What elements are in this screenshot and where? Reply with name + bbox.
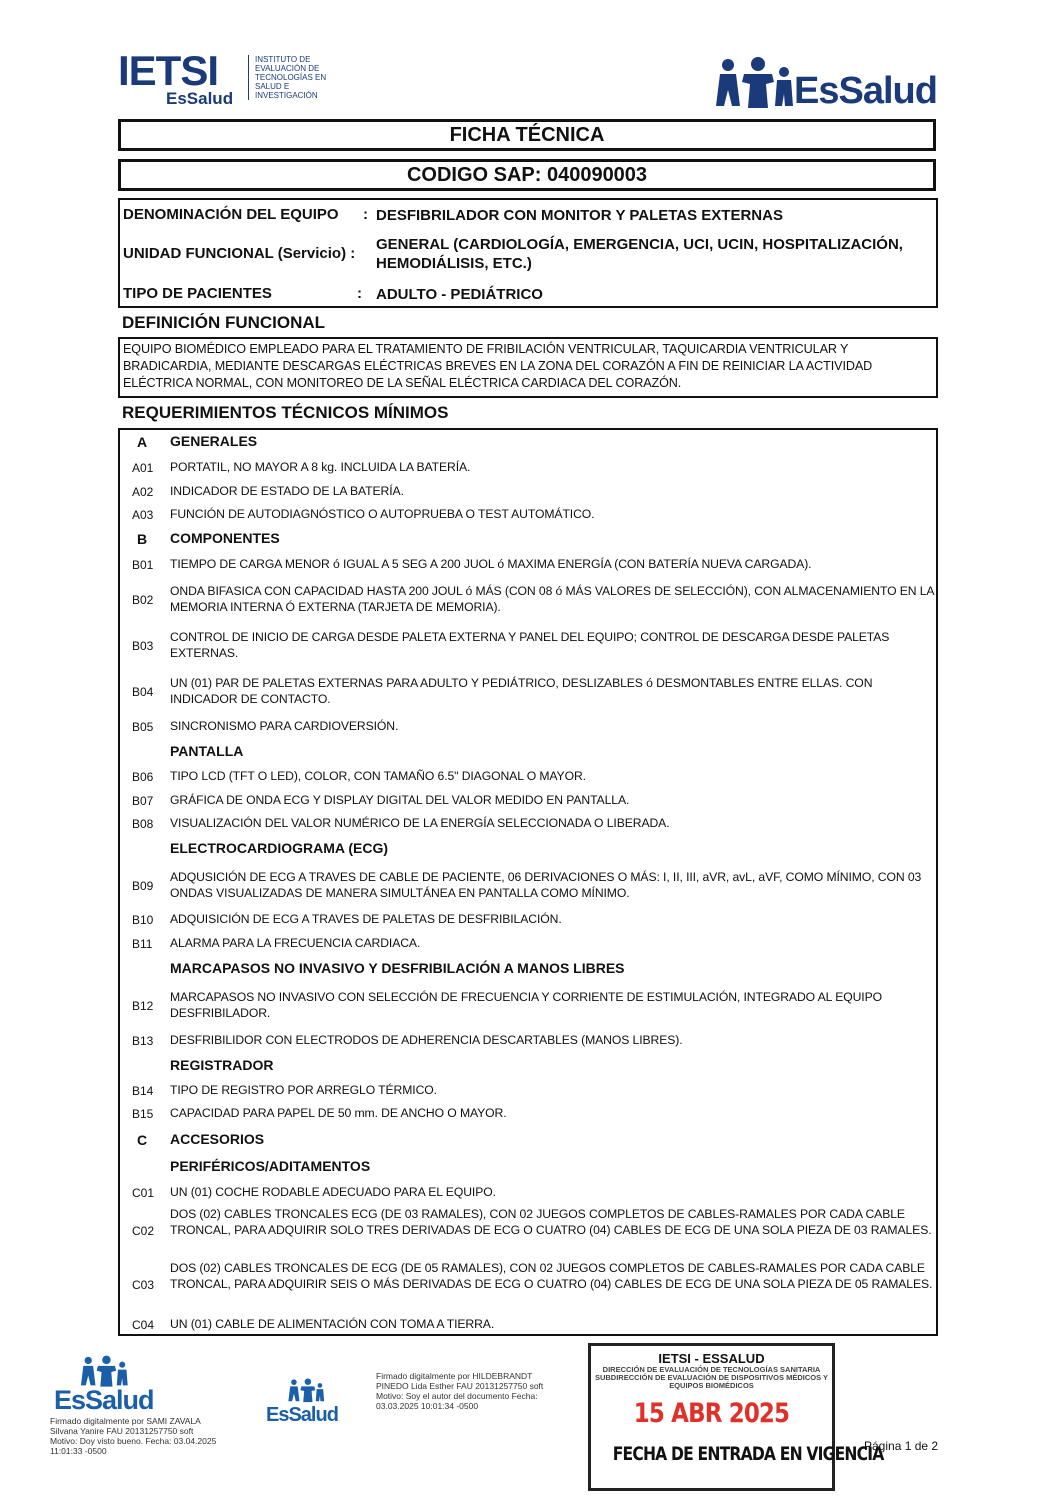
req-text: ONDA BIFASICA CON CAPACIDAD HASTA 200 JOUL ó MÁS (CON 08 ó MÁS VALORES DE SELECCIÓN), CON ALMACENAMIENTO EN LA MEMORIA INTERNA Ó EXTERNA (TARJETA DE MEMORIA). (170, 584, 934, 614)
digital-signature-1: Firmado digitalmente por SAMI ZAVALA Silvana Yanire FAU 20131257750 soft Motivo: Doy visto bueno. Fecha: 03.04.2025 11:01:33 -0500 (50, 1416, 217, 1456)
sub-label-ecg: ELECTROCARDIOGRAMA (ECG) (170, 840, 389, 856)
req-text: DOS (02) CABLES TRONCALES DE ECG (DE 05 RAMALES), CON 02 JUEGOS COMPLETOS DE CABLES-RAMALES POR CADA CABLE TRONCAL, PARA ADQUIRIR SEIS O MÁS DERIVADAS DE ECG O CUATRO (04) CABLES DE ECG DE UNA SOLA PIEZA DE 05 RAMALES. (170, 1261, 933, 1291)
req-code: A03 (132, 508, 154, 522)
stamp-subtitle-1: DIRECCIÓN DE EVALUACIÓN DE TECNOLOGÍAS SANITARIA (602, 1365, 821, 1374)
req-text: UN (01) CABLE DE ALIMENTACIÓN CON TOMA A TIERRA. (170, 1317, 495, 1331)
req-text: DOS (02) CABLES TRONCALES ECG (DE 03 RAMALES), CON 02 JUEGOS COMPLETOS DE CABLES-RAMALES POR CADA CABLE TRONCAL, PARA ADQUIRIR SOLO TRES DERIVADAS DE ECG O CUATRO (04) CABLES DE ECG DE UNA SOLA PIEZA DE 03 RAMALES. (170, 1207, 932, 1237)
stamp-title: IETSI - ESSALUD (658, 1351, 765, 1366)
req-code: B14 (132, 1084, 154, 1098)
req-text: ALARMA PARA LA FRECUENCIA CARDIACA. (170, 936, 421, 950)
info-row-unidad (123, 235, 937, 277)
req-text: GRÁFICA DE ONDA ECG Y DISPLAY DIGITAL DEL VALOR MEDIDO EN PANTALLA. (170, 793, 630, 807)
group-letter-a: A (137, 434, 148, 450)
sub-label-marcapasos: MARCAPASOS NO INVASIVO Y DESFRIBILACIÓN A MANOS LIBRES (170, 960, 625, 976)
req-text: UN (01) COCHE RODABLE ADECUADO PARA EL EQUIPO. (170, 1185, 496, 1199)
stamp-subtitle-2: SUBDIRECCIÓN DE EVALUACIÓN DE DISPOSITIVOS MÉDICOS Y EQUIPOS BIOMÉDICOS (594, 1373, 829, 1390)
req-text: DESFRIBILIDOR CON ELECTRODOS DE ADHERENCIA DESCARTABLES (MANOS LIBRES). (170, 1033, 683, 1047)
family-icon (284, 1378, 328, 1404)
req-code: B04 (132, 685, 154, 699)
req-code: B12 (132, 999, 154, 1013)
req-text: INDICADOR DE ESTADO DE LA BATERÍA. (170, 484, 404, 498)
info-row-denominacion (123, 206, 937, 226)
req-code: A02 (132, 485, 154, 499)
footer-logo-word-2: EsSalud (266, 1404, 338, 1426)
definicion-text: EQUIPO BIOMÉDICO EMPLEADO PARA EL TRATAMIENTO DE FRIBILACIÓN VENTRICULAR, TAQUICARDIA VENTRICULAR Y BRADICARDIA, MEDIANTE DESCARGAS ELÉCTRICAS BREVES EN LA ZONA DEL CORAZÓN A FIN DE REINICIAR LA ACTIVIDAD ELÉCTRICA NORMAL, CON MONITOREO DE LA SEÑAL ELÉCTRICA CARDIACA DEL CORAZÓN. (118, 337, 938, 398)
stamp-date: 15 ABR 2025 (633, 1398, 790, 1429)
denominacion-colon: : (363, 206, 368, 223)
unidad-value: GENERAL (CARDIOLOGÍA, EMERGENCIA, UCI, UCIN, HOSPITALIZACIÓN, HEMODIÁLISIS, ETC.) (376, 236, 903, 272)
equipment-info-box (118, 198, 938, 308)
tipo-label: TIPO DE PACIENTES (123, 285, 272, 302)
req-text: TIPO DE REGISTRO POR ARREGLO TÉRMICO. (170, 1083, 437, 1097)
page-title: FICHA TÉCNICA (118, 119, 936, 151)
requerimientos-heading: REQUERIMIENTOS TÉCNICOS MÍNIMOS (122, 403, 449, 422)
ietsi-logo-word: IETSI (118, 47, 219, 94)
req-text: UN (01) PAR DE PALETAS EXTERNAS PARA ADULTO Y PEDIÁTRICO, DESLIZABLES ó DESMONTABLES ENTRE ELLAS. CON INDICADOR DE CONTACTO. (170, 676, 873, 706)
footer-essalud-logo-1 (50, 1355, 160, 1425)
req-code: B05 (132, 720, 154, 734)
req-text: PORTATIL, NO MAYOR A 8 kg. INCLUIDA LA BATERÍA. (170, 460, 471, 474)
req-text: ADQUSICIÓN DE ECG A TRAVES DE CABLE DE PACIENTE, 06 DERIVACIONES O MÁS: I, II, III, aVR, avL, aVF, COMO MÍNIMO, CON 03 ONDAS VISUALIZADAS DE MANERA SIMULTÁNEA EN PANTALLA COMO MÍNIMO. (170, 870, 922, 900)
req-code: B02 (132, 593, 154, 607)
family-icon (74, 1355, 134, 1389)
req-code: B06 (132, 770, 154, 784)
req-text: TIEMPO DE CARGA MENOR ó IGUAL A 5 SEG A 200 JUOL ó MAXIMA ENERGÍA (CON BATERÍA NUEVA CARGADA). (170, 557, 812, 571)
req-code: B09 (132, 879, 154, 893)
unidad-label: UNIDAD FUNCIONAL (Servicio) : (123, 245, 356, 262)
req-code: B03 (132, 639, 154, 653)
family-icon (714, 56, 794, 112)
ietsi-institute-name: INSTITUTO DE EVALUACIÓN DE TECNOLOGÍAS EN SALUD E INVESTIGACIÓN (248, 55, 345, 100)
group-label-componentes: COMPONENTES (170, 530, 280, 546)
footer-essalud-logo-2 (266, 1378, 356, 1428)
req-text: ADQUISICIÓN DE ECG A TRAVES DE PALETAS DE DESFRIBILACIÓN. (170, 912, 562, 926)
info-row-tipo (123, 285, 937, 305)
sub-label-perifericos: PERIFÉRICOS/ADITAMENTOS (170, 1158, 371, 1174)
req-text: CAPACIDAD PARA PAPEL DE 50 mm. DE ANCHO O MAYOR. (170, 1106, 507, 1120)
group-label-accesorios: ACCESORIOS (170, 1131, 265, 1147)
req-code: B10 (132, 913, 154, 927)
req-text: TIPO LCD (TFT O LED), COLOR, CON TAMAÑO 6.5" DIAGONAL O MAYOR. (170, 769, 586, 783)
essalud-logo (714, 56, 938, 112)
req-code: C04 (132, 1318, 155, 1332)
page-number: Página 1 de 2 (864, 1439, 939, 1453)
ietsi-logo (118, 47, 358, 112)
req-code: A01 (132, 461, 154, 475)
req-code: B13 (132, 1034, 154, 1048)
digital-signature-2: Firmado digitalmente por HILDEBRANDT PINEDO Lida Esther FAU 20131257750 soft Motivo: Soy el autor del documento Fecha: 03.03.2025 10:01:34 -0500 (376, 1371, 544, 1411)
ietsi-logo-sub: EsSalud (166, 89, 234, 108)
req-text: VISUALIZACIÓN DEL VALOR NUMÉRICO DE LA ENERGÍA SELECCIONADA O LIBERADA. (170, 816, 670, 830)
req-code: B11 (132, 937, 153, 951)
group-label-generales: GENERALES (170, 433, 258, 449)
tipo-colon: : (357, 285, 362, 302)
sub-label-pantalla: PANTALLA (170, 743, 244, 759)
req-text: CONTROL DE INICIO DE CARGA DESDE PALETA EXTERNA Y PANEL DEL EQUIPO; CONTROL DE DESCARGA DESDE PALETAS EXTERNAS. (170, 630, 890, 660)
req-code: C01 (132, 1186, 155, 1200)
denominacion-value: DESFIBRILADOR CON MONITOR Y PALETAS EXTERNAS (376, 207, 783, 224)
req-text: SINCRONISMO PARA CARDIOVERSIÓN. (170, 719, 399, 733)
tipo-value: ADULTO - PEDIÁTRICO (376, 286, 543, 303)
req-code: C02 (132, 1224, 155, 1238)
req-code: C03 (132, 1278, 155, 1292)
sap-code: CODIGO SAP: 040090003 (118, 159, 936, 191)
stamp-footer-text: FECHA DE ENTRADA EN VIGENCIA (612, 1443, 884, 1465)
req-code: B07 (132, 794, 154, 808)
sub-label-registrador: REGISTRADOR (170, 1057, 274, 1073)
req-code: B08 (132, 817, 154, 831)
req-code: B15 (132, 1107, 154, 1121)
group-letter-b: B (137, 531, 148, 547)
definicion-heading: DEFINICIÓN FUNCIONAL (122, 313, 326, 332)
group-letter-c: C (137, 1132, 148, 1148)
footer-logo-word-1: EsSalud (54, 1385, 154, 1415)
essalud-logo-word: EsSalud (794, 70, 937, 112)
req-code: B01 (132, 558, 154, 572)
req-text: FUNCIÓN DE AUTODIAGNÓSTICO O AUTOPRUEBA O TEST AUTOMÁTICO. (170, 507, 595, 521)
validity-stamp (588, 1343, 884, 1491)
req-text: MARCAPASOS NO INVASIVO CON SELECCIÓN DE FRECUENCIA Y CORRIENTE DE ESTIMULACIÓN, INTEGRADO AL EQUIPO DESFRIBILADOR. (170, 990, 883, 1020)
denominacion-label: DENOMINACIÓN DEL EQUIPO (123, 206, 339, 223)
